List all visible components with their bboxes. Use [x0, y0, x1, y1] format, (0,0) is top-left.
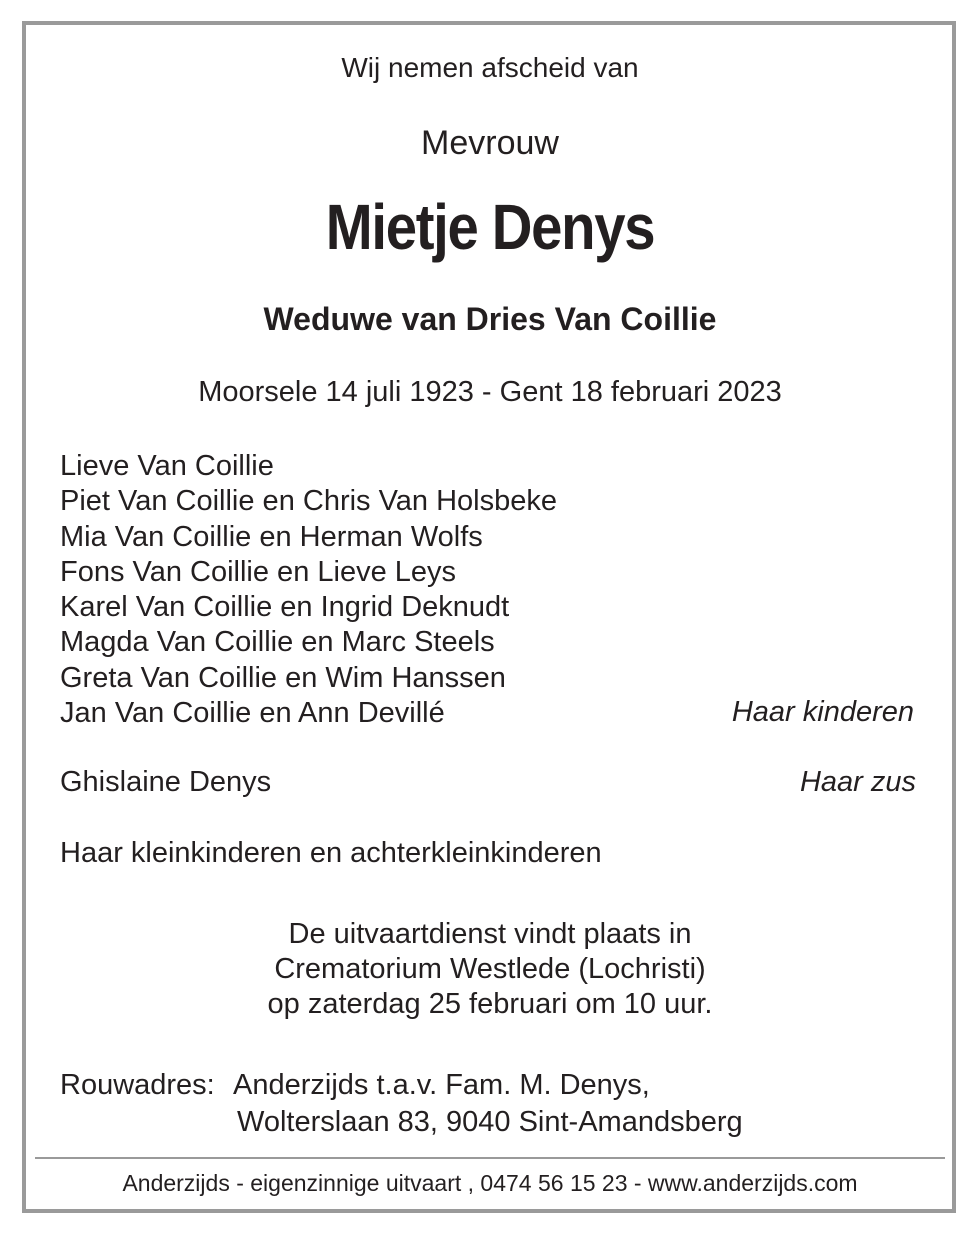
list-item: Lieve Van Coillie — [60, 450, 274, 482]
grandchildren-line: Haar kleinkinderen en achterkleinkinderen — [60, 837, 602, 869]
address-line-2: Wolterslaan 83, 9040 Sint-Amandsberg — [237, 1106, 743, 1138]
footer-divider — [35, 1157, 945, 1159]
sister-role: Haar zus — [799, 766, 916, 798]
deceased-name: Mietje Denys — [325, 191, 655, 263]
list-item: Karel Van Coillie en Ingrid Deknudt — [60, 591, 510, 624]
address-line-1: Anderzijds t.a.v. Fam. M. Denys, — [233, 1069, 650, 1101]
service-line-2: Crematorium Westlede (Lochristi) — [274, 953, 706, 985]
sister-name: Ghislaine Denys — [60, 766, 272, 798]
honorific: Mevrouw — [421, 124, 559, 162]
list-item: Mia Van Coillie en Herman Wolfs — [60, 520, 483, 553]
children-role: Haar kinderen — [731, 696, 914, 728]
list-item: Jan Van Coillie en Ann Devillé — [60, 697, 445, 730]
address-label: Rouwadres: — [60, 1069, 215, 1101]
service-line-1: De uitvaartdienst vindt plaats in — [288, 918, 692, 950]
list-item: Fons Van Coillie en Lieve Leys — [60, 555, 457, 588]
children-list — [60, 449, 557, 731]
list-item: Piet Van Coillie en Chris Van Holsbeke — [60, 485, 558, 518]
life-dates: Moorsele 14 juli 1923 - Gent 18 februari 2023 — [198, 376, 782, 408]
intro-line: Wij nemen afscheid van — [341, 52, 639, 83]
list-item: Magda Van Coillie en Marc Steels — [60, 626, 495, 659]
list-item: Greta Van Coillie en Wim Hanssen — [60, 661, 506, 694]
footer-text: Anderzijds - eigenzinnige uitvaart , 0474 56 15 23 - www.anderzijds.com — [122, 1170, 858, 1196]
widow-line: Weduwe van Dries Van Coillie — [263, 301, 717, 337]
service-line-3: op zaterdag 25 februari om 10 uur. — [267, 988, 713, 1020]
service-info — [0, 917, 980, 1022]
